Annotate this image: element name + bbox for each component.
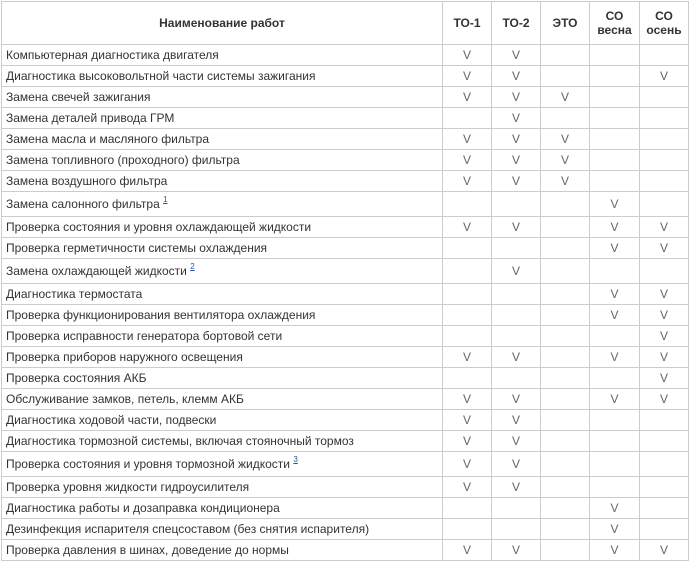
footnote-link[interactable]: 2	[190, 262, 195, 271]
mark-to1	[443, 108, 492, 129]
work-name-cell	[2, 284, 443, 305]
work-name-cell	[2, 452, 443, 477]
table-row	[2, 129, 689, 150]
mark-to1: V	[443, 217, 492, 238]
mark-autumn	[640, 108, 689, 129]
mark-autumn: V	[640, 326, 689, 347]
header-so-autumn-line2: осень	[646, 23, 682, 37]
table-row	[2, 540, 689, 561]
work-name-cell	[2, 66, 443, 87]
mark-to1: V	[443, 452, 492, 477]
table-row	[2, 431, 689, 452]
work-name: Замена салонного фильтра	[6, 197, 160, 211]
mark-eto	[541, 192, 590, 217]
mark-eto	[541, 217, 590, 238]
mark-spring	[590, 452, 640, 477]
mark-to2: V	[492, 259, 541, 284]
work-name: Диагностика ходовой части, подвески	[6, 413, 217, 427]
mark-spring	[590, 87, 640, 108]
work-name-cell	[2, 477, 443, 498]
mark-spring	[590, 410, 640, 431]
table-row	[2, 87, 689, 108]
table-row	[2, 519, 689, 540]
work-name-cell	[2, 150, 443, 171]
table-body	[2, 45, 689, 561]
table-row	[2, 284, 689, 305]
mark-autumn	[640, 129, 689, 150]
work-name: Проверка функционирования вентилятора охлаждения	[6, 308, 316, 322]
mark-to2: V	[492, 347, 541, 368]
work-name-cell	[2, 498, 443, 519]
table-row	[2, 410, 689, 431]
mark-autumn: V	[640, 66, 689, 87]
work-name: Диагностика высоковольтной части системы зажигания	[6, 69, 316, 83]
mark-to1	[443, 305, 492, 326]
mark-autumn: V	[640, 389, 689, 410]
table-row	[2, 347, 689, 368]
header-so-spring-line1: СО	[605, 9, 624, 23]
mark-to1	[443, 259, 492, 284]
work-name: Проверка герметичности системы охлаждения	[6, 241, 268, 255]
work-name: Проверка уровня жидкости гидроусилителя	[6, 480, 250, 494]
header-work-name: Наименование работ	[2, 2, 443, 45]
work-name-cell	[2, 431, 443, 452]
mark-autumn	[640, 171, 689, 192]
mark-autumn	[640, 519, 689, 540]
work-name-cell	[2, 326, 443, 347]
mark-to2: V	[492, 452, 541, 477]
mark-to1: V	[443, 540, 492, 561]
mark-to2: V	[492, 45, 541, 66]
work-name: Проверка состояния и уровня тормозной жидкости	[6, 457, 290, 471]
mark-to1	[443, 238, 492, 259]
header-to1: ТО-1	[443, 2, 492, 45]
work-name-cell	[2, 347, 443, 368]
mark-autumn	[640, 410, 689, 431]
mark-autumn: V	[640, 368, 689, 389]
mark-eto	[541, 45, 590, 66]
mark-autumn	[640, 498, 689, 519]
mark-autumn: V	[640, 305, 689, 326]
work-name-cell	[2, 129, 443, 150]
mark-to1: V	[443, 389, 492, 410]
mark-to2	[492, 192, 541, 217]
mark-to2: V	[492, 431, 541, 452]
work-name: Проверка состояния АКБ	[6, 371, 147, 385]
mark-to1: V	[443, 410, 492, 431]
mark-to2	[492, 498, 541, 519]
mark-to1	[443, 498, 492, 519]
mark-to1: V	[443, 347, 492, 368]
mark-to1: V	[443, 66, 492, 87]
mark-to2	[492, 368, 541, 389]
work-name: Замена деталей привода ГРМ	[6, 111, 175, 125]
mark-eto: V	[541, 87, 590, 108]
maintenance-table	[1, 1, 689, 561]
mark-to1	[443, 326, 492, 347]
footnote-link[interactable]: 3	[293, 455, 298, 464]
mark-to2: V	[492, 108, 541, 129]
mark-eto	[541, 368, 590, 389]
mark-to1	[443, 192, 492, 217]
mark-to2: V	[492, 171, 541, 192]
header-eto: ЭТО	[541, 2, 590, 45]
mark-eto	[541, 410, 590, 431]
mark-eto	[541, 519, 590, 540]
mark-autumn	[640, 477, 689, 498]
mark-to2: V	[492, 389, 541, 410]
work-name: Замена масла и масляного фильтра	[6, 132, 210, 146]
mark-to1: V	[443, 87, 492, 108]
mark-to1	[443, 368, 492, 389]
mark-autumn: V	[640, 540, 689, 561]
mark-spring	[590, 129, 640, 150]
work-name: Диагностика работы и дозаправка кондиционера	[6, 501, 280, 515]
work-name-cell	[2, 305, 443, 326]
work-name-cell	[2, 519, 443, 540]
table-row	[2, 150, 689, 171]
mark-to2: V	[492, 66, 541, 87]
mark-spring	[590, 66, 640, 87]
mark-spring	[590, 326, 640, 347]
work-name: Обслуживание замков, петель, клемм АКБ	[6, 392, 244, 406]
work-name: Проверка давления в шинах, доведение до нормы	[6, 543, 289, 557]
work-name: Проверка приборов наружного освещения	[6, 350, 243, 364]
work-name-cell	[2, 540, 443, 561]
table-row	[2, 171, 689, 192]
mark-spring	[590, 477, 640, 498]
mark-to2	[492, 305, 541, 326]
table-row	[2, 477, 689, 498]
mark-eto	[541, 326, 590, 347]
work-name: Замена охлаждающей жидкости	[6, 264, 187, 278]
mark-to1: V	[443, 129, 492, 150]
table-row	[2, 259, 689, 284]
mark-eto: V	[541, 129, 590, 150]
mark-autumn: V	[640, 217, 689, 238]
work-name: Проверка состояния и уровня охлаждающей жидкости	[6, 220, 312, 234]
mark-to2	[492, 519, 541, 540]
mark-spring: V	[590, 519, 640, 540]
mark-eto	[541, 389, 590, 410]
mark-eto	[541, 477, 590, 498]
mark-autumn	[640, 452, 689, 477]
mark-eto	[541, 498, 590, 519]
mark-spring	[590, 108, 640, 129]
work-name-cell	[2, 217, 443, 238]
work-name-cell	[2, 368, 443, 389]
header-so-spring-line2: весна	[597, 23, 632, 37]
mark-autumn: V	[640, 347, 689, 368]
mark-eto	[541, 347, 590, 368]
mark-to2: V	[492, 217, 541, 238]
table-row	[2, 66, 689, 87]
mark-to2: V	[492, 540, 541, 561]
mark-eto	[541, 238, 590, 259]
mark-spring: V	[590, 238, 640, 259]
header-so-autumn	[640, 2, 689, 45]
mark-to2: V	[492, 87, 541, 108]
mark-spring: V	[590, 192, 640, 217]
table-row	[2, 238, 689, 259]
header-so-autumn-line1: СО	[655, 9, 673, 23]
work-name-cell	[2, 108, 443, 129]
mark-eto	[541, 452, 590, 477]
mark-to2	[492, 238, 541, 259]
mark-autumn	[640, 431, 689, 452]
mark-eto	[541, 284, 590, 305]
work-name-cell	[2, 192, 443, 217]
mark-to1: V	[443, 171, 492, 192]
mark-spring: V	[590, 217, 640, 238]
work-name: Замена свечей зажигания	[6, 90, 151, 104]
mark-to1	[443, 519, 492, 540]
mark-spring	[590, 431, 640, 452]
mark-to2: V	[492, 150, 541, 171]
table-row	[2, 192, 689, 217]
mark-to1: V	[443, 45, 492, 66]
mark-eto	[541, 108, 590, 129]
mark-autumn	[640, 87, 689, 108]
header-to2: ТО-2	[492, 2, 541, 45]
mark-autumn: V	[640, 284, 689, 305]
mark-to1: V	[443, 431, 492, 452]
table-row	[2, 217, 689, 238]
mark-to2: V	[492, 477, 541, 498]
table-row	[2, 108, 689, 129]
mark-spring: V	[590, 305, 640, 326]
table-row	[2, 368, 689, 389]
mark-spring	[590, 45, 640, 66]
footnote-link[interactable]: 1	[163, 195, 168, 204]
table-row	[2, 498, 689, 519]
mark-spring	[590, 171, 640, 192]
work-name: Дезинфекция испарителя спецсоставом (без снятия испарителя)	[6, 522, 370, 536]
work-name-cell	[2, 259, 443, 284]
table-row	[2, 452, 689, 477]
mark-autumn	[640, 150, 689, 171]
mark-to1	[443, 284, 492, 305]
mark-eto	[541, 431, 590, 452]
mark-spring: V	[590, 389, 640, 410]
table-row	[2, 326, 689, 347]
work-name-cell	[2, 410, 443, 431]
mark-to2	[492, 326, 541, 347]
work-name: Замена воздушного фильтра	[6, 174, 168, 188]
mark-eto: V	[541, 171, 590, 192]
mark-spring: V	[590, 347, 640, 368]
work-name-cell	[2, 87, 443, 108]
mark-spring	[590, 259, 640, 284]
work-name-cell	[2, 45, 443, 66]
work-name-cell	[2, 171, 443, 192]
mark-spring	[590, 368, 640, 389]
mark-spring: V	[590, 498, 640, 519]
work-name: Диагностика тормозной системы, включая стояночный тормоз	[6, 434, 354, 448]
mark-eto	[541, 540, 590, 561]
work-name: Компьютерная диагностика двигателя	[6, 48, 219, 62]
mark-to1: V	[443, 150, 492, 171]
mark-autumn	[640, 259, 689, 284]
mark-autumn: V	[640, 238, 689, 259]
table-row	[2, 305, 689, 326]
table-row	[2, 389, 689, 410]
mark-autumn	[640, 192, 689, 217]
mark-spring	[590, 150, 640, 171]
table-row	[2, 45, 689, 66]
mark-spring: V	[590, 284, 640, 305]
work-name: Проверка исправности генератора бортовой сети	[6, 329, 283, 343]
work-name: Диагностика термостата	[6, 287, 143, 301]
mark-to2: V	[492, 129, 541, 150]
work-name-cell	[2, 389, 443, 410]
mark-eto	[541, 66, 590, 87]
table-header	[2, 2, 689, 45]
mark-eto	[541, 305, 590, 326]
mark-to1: V	[443, 477, 492, 498]
mark-to2	[492, 284, 541, 305]
mark-autumn	[640, 45, 689, 66]
header-so-spring	[590, 2, 640, 45]
mark-to2: V	[492, 410, 541, 431]
work-name-cell	[2, 238, 443, 259]
mark-spring: V	[590, 540, 640, 561]
mark-eto	[541, 259, 590, 284]
mark-eto: V	[541, 150, 590, 171]
work-name: Замена топливного (проходного) фильтра	[6, 153, 240, 167]
